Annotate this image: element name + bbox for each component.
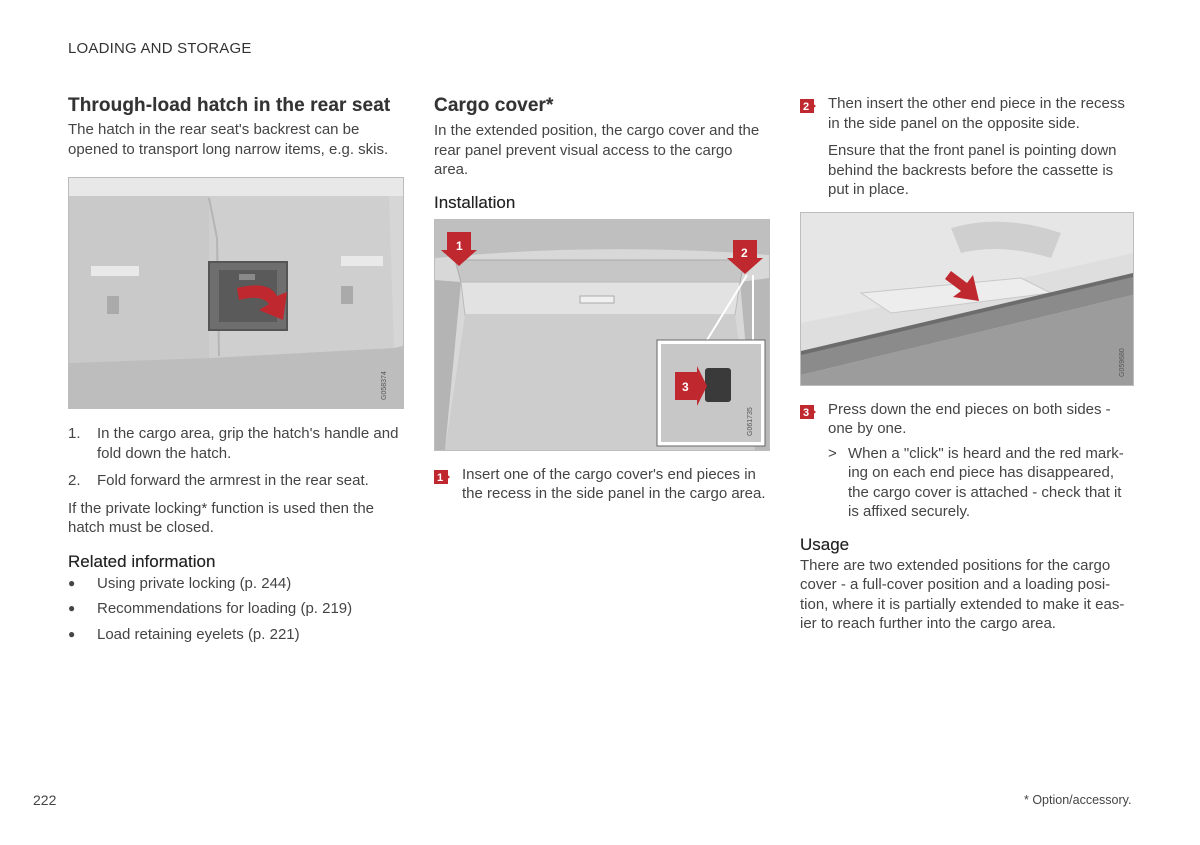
column-cargo-cover bbox=[434, 94, 770, 504]
section-title: Cargo cover* bbox=[434, 95, 554, 116]
usage-heading: Usage bbox=[800, 534, 850, 554]
bullet-icon: ● bbox=[68, 626, 76, 641]
bullet-icon: ● bbox=[68, 601, 76, 615]
cassette-illustration bbox=[800, 212, 1134, 386]
result-text: When a "click" is heard and the red mark-ing on each end piece has disappeared, the cargo cover is attached - check that it is affixed securely. bbox=[848, 444, 1124, 520]
related-link-text[interactable]: Using private locking (p. 244) bbox=[97, 574, 292, 592]
step-text: Press down the end pieces on both sides - one by one. bbox=[828, 400, 1111, 437]
svg-text:3: 3 bbox=[682, 379, 689, 394]
step-number: 2. bbox=[68, 472, 81, 489]
result-arrow: > bbox=[828, 444, 837, 462]
related-link-text[interactable]: Load retaining eyelets (p. 221) bbox=[97, 625, 300, 643]
section-header: LOADING AND STORAGE bbox=[68, 40, 252, 57]
related-link-recommendations[interactable] bbox=[68, 599, 404, 619]
step-1 bbox=[434, 465, 770, 504]
related-link-text[interactable]: Recommendations for loading (p. 219) bbox=[97, 600, 353, 617]
related-heading: Related information bbox=[68, 551, 216, 571]
step-number-icon: 1 bbox=[434, 468, 452, 484]
related-link-private-locking[interactable] bbox=[68, 574, 404, 594]
step-2 bbox=[800, 94, 1134, 133]
note-text: If the private locking* function is used then the hatch must be closed. bbox=[68, 499, 375, 536]
step-number: 1. bbox=[68, 425, 81, 442]
cassette-drawing bbox=[801, 213, 1133, 385]
procedure-steps bbox=[68, 424, 404, 491]
footnote: * Option/accessory. bbox=[1024, 793, 1132, 807]
step-3 bbox=[800, 400, 1134, 439]
step-badge bbox=[800, 400, 828, 439]
step-result bbox=[828, 444, 1134, 522]
related-link-eyelets[interactable] bbox=[68, 625, 404, 645]
page-number: 222 bbox=[33, 792, 57, 808]
cargo-cover-drawing bbox=[435, 220, 769, 450]
step-note: Ensure that the front panel is pointing down behind the backrests before the cassette is put in place. bbox=[828, 142, 1117, 198]
hatch-illustration bbox=[68, 177, 404, 409]
step-number-icon: 3 bbox=[800, 403, 818, 419]
step-text: Then insert the other end piece in the recess in the side panel on the opposite side. bbox=[828, 95, 1125, 132]
section-title: Through-load hatch in the rear seat bbox=[68, 95, 391, 116]
svg-text:2: 2 bbox=[741, 245, 748, 260]
intro-text: The hatch in the rear seat's backrest can be opened to transport long narrow items, e.g. skis. bbox=[68, 121, 389, 158]
figure-code: G058374 bbox=[381, 371, 388, 400]
step-text: Fold forward the armrest in the rear seat. bbox=[97, 472, 369, 489]
cargo-cover-illustration bbox=[434, 219, 770, 451]
step-badge bbox=[434, 465, 462, 504]
figure-code: G059680 bbox=[1119, 347, 1126, 377]
related-list bbox=[68, 574, 404, 645]
step-badge bbox=[800, 94, 828, 133]
bullet-icon: ● bbox=[68, 575, 76, 590]
step-text: Insert one of the cargo cover's end pieces in the recess in the side panel in the cargo area. bbox=[462, 465, 766, 502]
column-through-load-hatch bbox=[68, 94, 404, 650]
usage-text: There are two extended positions for the cargo cover - a full-cover position and a loading posi-tion, where it is partially extended to make it eas-ier to reach further into the cargo area. bbox=[800, 556, 1125, 632]
installation-heading: Installation bbox=[434, 192, 516, 212]
step-item bbox=[68, 424, 404, 463]
hatch-drawing bbox=[69, 178, 403, 408]
step-item bbox=[68, 471, 404, 491]
column-cargo-cover-continued bbox=[800, 94, 1134, 634]
step-text: In the cargo area, grip the hatch's handle and fold down the hatch. bbox=[97, 425, 399, 462]
figure-code: G061735 bbox=[747, 406, 754, 436]
step-number-icon: 2 bbox=[800, 97, 818, 113]
svg-text:1: 1 bbox=[456, 238, 463, 253]
intro-text: In the extended position, the cargo cover and the rear panel prevent visual access to the cargo area. bbox=[434, 122, 760, 178]
